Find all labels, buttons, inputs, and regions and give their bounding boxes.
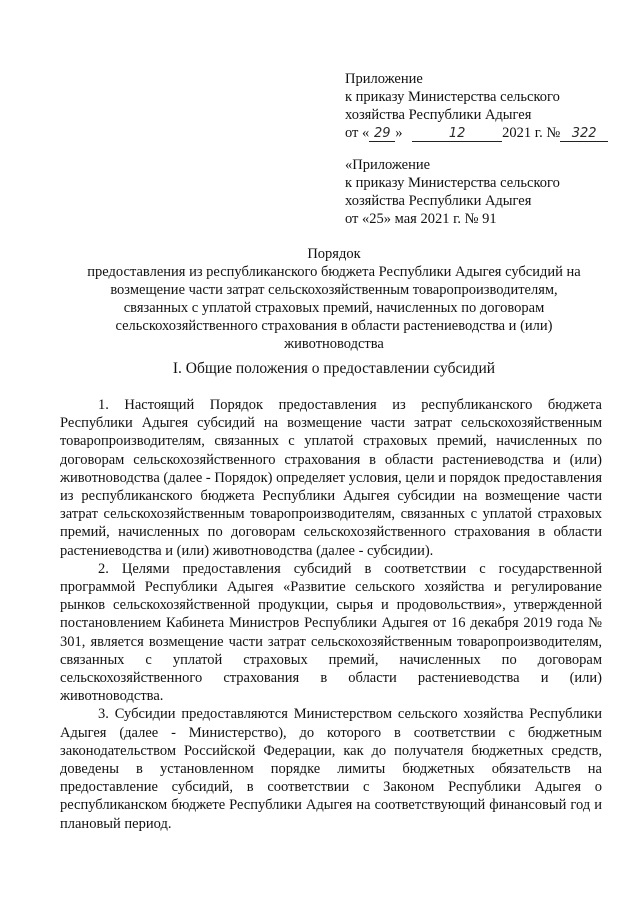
handwritten-month: 12 xyxy=(412,127,502,142)
appendix-current-order xyxy=(345,70,608,142)
title-line: связанных с уплатой страховых премий, начисленных по договорам xyxy=(123,300,545,316)
section-title: I. Общие положения о предоставлении субсидий xyxy=(172,360,496,377)
appendix-ministry-line: хозяйства Республики Адыгея xyxy=(345,107,532,123)
paragraph-1: 1. Настоящий Порядок предоставления из республиканского бюджета Республики Адыгея субсидий на возмещение части затрат сельскохозяйственным товаропроизводителям, связанных с уплатой страховых премий, начисленных по договорам сельскохозяйственного страхования в области растениеводства и (или) животноводства (далее - Порядок) определяет условия, цели и порядок предоставления из республиканского бюджета Республики Адыгея субсидии на возмещение части затрат сельскохозяйственным товаропроизводителям, связанных с уплатой страховых премий, начисленных по договорам сельскохозяйственного страхования в области растениеводства и (или) животноводства (далее - субсидии). xyxy=(60,397,602,559)
handwritten-day: 29 xyxy=(369,127,395,142)
prev-appendix-date-line: от «25» мая 2021 г. № 91 xyxy=(345,211,497,227)
year-number-label: 2021 г. № xyxy=(502,125,561,141)
appendix-previous-order xyxy=(345,156,560,228)
prev-appendix-order-line: к приказу Министерства сельского xyxy=(345,175,560,191)
prev-appendix-label: «Приложение xyxy=(345,157,431,173)
title-line: возмещение части затрат сельскохозяйственным товаропроизводителям, xyxy=(110,282,558,298)
document-title xyxy=(60,245,608,353)
handwritten-order-number: 322 xyxy=(560,127,608,142)
prev-appendix-ministry-line: хозяйства Республики Адыгея xyxy=(345,193,532,209)
title-line: предоставления из республиканского бюджета Республики Адыгея субсидий на xyxy=(87,264,581,280)
paragraph-2: 2. Целями предоставления субсидий в соответствии с государственной программой Республики Адыгея «Развитие сельского хозяйства и регулирование рынков сельскохозяйственной продукции, сырья и продовольствия», утвержденной постановлением Кабинета Министров Республики Адыгея от 16 декабря 2019 года № 301, является возмещение части затрат сельскохозяйственным товаропроизводителям, связанных с уплатой страховых премий, начисленных по договорам сельскохозяйственного страхования в области растениеводства и (или) животноводства. xyxy=(60,560,602,705)
date-close-quote: » xyxy=(395,125,403,141)
title-line: сельскохозяйственного страхования в области растениеводства и (или) xyxy=(115,318,553,334)
document-body xyxy=(60,396,602,833)
paragraph-3: 3. Субсидии предоставляются Министерством сельского хозяйства Республики Адыгея (далее - Министерство), до которого в соответствии с бюджетным законодательством Российской Федерации, как до получателя бюджетных средств, доведены в установленном порядке лимиты бюджетных обязательств на предоставление субсидий, в соответствии с Законом Республики Адыгея о республиканском бюджете Республики Адыгея на соответствующий финансовый год и плановый период. xyxy=(60,706,602,832)
title-heading: Порядок xyxy=(307,246,361,262)
appendix-date-line xyxy=(345,124,608,142)
title-line: животноводства xyxy=(284,336,384,352)
appendix-order-line: к приказу Министерства сельского xyxy=(345,89,560,105)
appendix-label: Приложение xyxy=(345,71,423,87)
date-prefix: от « xyxy=(345,125,370,141)
